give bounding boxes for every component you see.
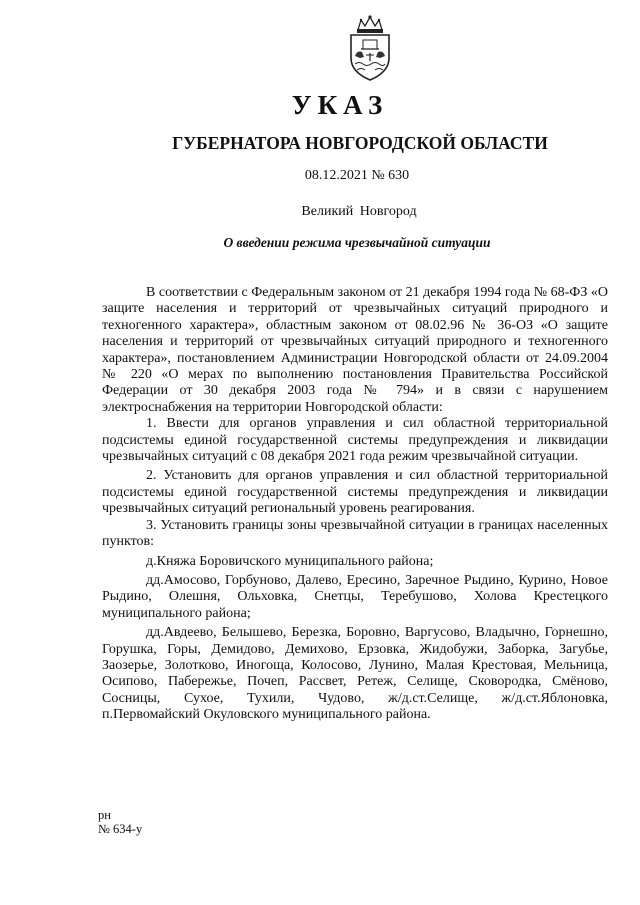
paragraph-krestcy: дд.Амосово, Горбуново, Далево, Ересино, Заречное Рыдино, Курино, Новое Рыдино, Олешня, Ольховка, Снетцы, Теребушово, Холова Крестецкого муниципального района; [102, 572, 608, 621]
paragraph-item-2: 2. Установить для органов управления и сил областной территориальной подсистемы единой государственной системы предупреждения и ликвидации чрезвычайных ситуаций региональный уровень реагирования. [102, 468, 608, 517]
paragraph-item-1: 1. Ввести для органов управления и сил областной территориальной подсистемы единой государственной системы предупреждения и ликвидации чрезвычайных ситуаций с 08 декабря 2021 года режим чрезвычайной ситуации. [102, 416, 608, 465]
document-title: УКАЗ [291, 90, 389, 120]
document-date-number: 08.12.2021 № 630 [304, 168, 410, 183]
footer-registration-number: № 634-у [98, 822, 143, 836]
document-footer [98, 808, 142, 836]
document-body [102, 285, 608, 724]
coat-of-arms-icon [339, 14, 401, 84]
paragraph-borovichi: д.Княжа Боровичского муниципального района; [146, 553, 434, 569]
paragraph-preamble: В соответствии с Федеральным законом от 21 декабря 1994 года № 68-ФЗ «О защите населения и территорий от чрезвычайных ситуаций природного и техногенного характера», областным законом от 08.02.96 № 36-ОЗ «О защите населения и территорий от чрезвычайных ситуаций природного и техногенного характера», постановлением Администрации Новгородской области от 24.09.2004 № 220 «О мерах по выполнению постановления Правительства Российской Федерации от 30 декабря 2003 года № 794» и в связи с нарушением электроснабжения на территории Новгородской области: [102, 285, 608, 415]
document-subject: О введении режима чрезвычайной ситуации [223, 235, 491, 250]
document-issuer: ГУБЕРНАТОРА НОВГОРОДСКОЙ ОБЛАСТИ [172, 133, 548, 153]
paragraph-item-3: 3. Установить границы зоны чрезвычайной ситуации в границах населенных пунктов: [102, 517, 608, 550]
document-city: Великий Новгород [301, 204, 417, 219]
paragraph-okulovka: дд.Авдеево, Белышево, Березка, Боровно, Варгусово, Владычно, Горнешно, Горушка, Горы, Демидово, Демихово, Ерзовка, Жидобужи, Заборка, Загубье, Заозерье, Золотково, Иногоща, Колосово, Лунино, Малая Крестовая, Мельница, Осипово, Пабережье, Почеп, Рассвет, Ретеж, Селище, Сковородка, Смёново, Сосницы, Сухое, Тухили, Чудово, ж/д.ст.Селище, ж/д.ст.Яблоновка, п.Первомайский Окуловского муниципального района. [102, 625, 608, 723]
footer-initials: рн [98, 808, 111, 822]
